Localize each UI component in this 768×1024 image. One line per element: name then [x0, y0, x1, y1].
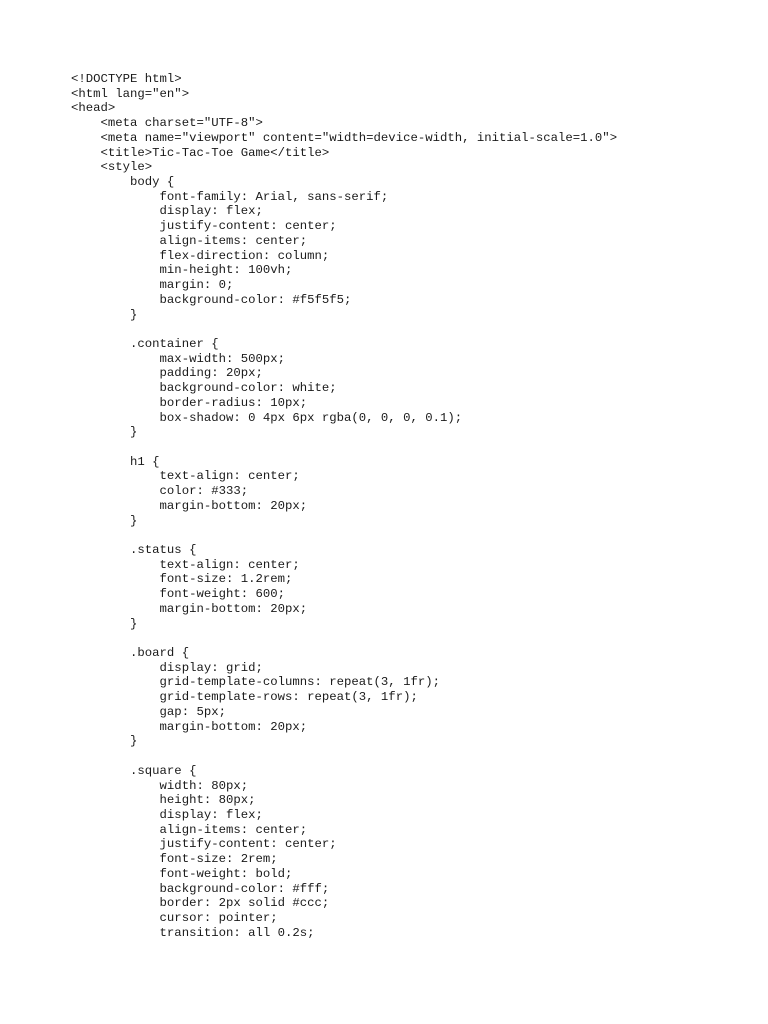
code-block: [71, 72, 617, 940]
code-line: <meta name="viewport" content="width=device-width, initial-scale=1.0">: [71, 130, 618, 145]
code-line: align-items: center;: [71, 822, 308, 837]
code-line: }: [71, 513, 138, 528]
code-line: }: [71, 734, 138, 749]
code-line: }: [71, 307, 138, 322]
code-line: font-weight: 600;: [71, 587, 286, 602]
code-line: h1 {: [71, 454, 160, 469]
code-line: border: 2px solid #ccc;: [71, 896, 330, 911]
code-line: background-color: #f5f5f5;: [71, 292, 352, 307]
code-line: min-height: 100vh;: [71, 263, 293, 278]
code-line: .status {: [71, 543, 197, 557]
code-line: body {: [71, 175, 175, 190]
code-line: grid-template-columns: repeat(3, 1fr);: [71, 675, 440, 690]
code-line: grid-template-rows: repeat(3, 1fr);: [71, 690, 418, 705]
code-line: <meta charset="UTF-8">: [71, 116, 263, 131]
code-line: gap: 5px;: [71, 704, 226, 719]
code-line: .container {: [71, 336, 219, 351]
code-line: max-width: 500px;: [71, 351, 286, 366]
code-line: width: 80px;: [71, 778, 249, 793]
code-line: margin: 0;: [71, 278, 234, 293]
code-line: height: 80px;: [71, 793, 256, 808]
code-line: <head>: [71, 101, 116, 116]
code-line: margin-bottom: 20px;: [71, 498, 308, 513]
code-line: font-family: Arial, sans-serif;: [71, 189, 389, 204]
code-line: cursor: pointer;: [71, 910, 278, 925]
code-line: display: flex;: [71, 204, 263, 219]
code-line: .square {: [71, 763, 197, 778]
code-line: <style>: [71, 160, 153, 175]
code-line: transition: all 0.2s;: [71, 925, 315, 940]
code-line: padding: 20px;: [71, 366, 263, 381]
code-line: font-weight: bold;: [71, 866, 293, 881]
code-line: [71, 322, 617, 337]
code-line: [71, 631, 617, 646]
code-line: [71, 528, 617, 543]
code-line: flex-direction: column;: [71, 248, 330, 263]
code-line: }: [71, 616, 138, 631]
code-line: border-radius: 10px;: [71, 395, 308, 410]
code-line: margin-bottom: 20px;: [71, 719, 308, 734]
code-line: margin-bottom: 20px;: [71, 601, 308, 616]
code-line: .board {: [71, 646, 190, 661]
code-line: justify-content: center;: [71, 219, 337, 234]
code-line: [71, 440, 617, 455]
code-line: font-size: 2rem;: [71, 852, 278, 867]
code-line: }: [71, 425, 138, 440]
code-line: box-shadow: 0 4px 6px rgba(0, 0, 0, 0.1);: [71, 410, 463, 425]
code-line: display: flex;: [71, 807, 263, 822]
code-line: font-size: 1.2rem;: [71, 572, 293, 587]
code-line: background-color: white;: [71, 381, 337, 396]
code-line: text-align: center;: [71, 557, 300, 572]
code-line: color: #333;: [71, 484, 249, 499]
code-line: <html lang="en">: [71, 86, 190, 101]
code-line: background-color: #fff;: [71, 881, 330, 896]
code-line: <title>Tic-Tac-Toe Game</title>: [71, 145, 330, 160]
code-line: [71, 749, 617, 764]
code-line: align-items: center;: [71, 233, 308, 248]
code-line: display: grid;: [71, 660, 263, 675]
code-line: text-align: center;: [71, 469, 300, 484]
code-line: justify-content: center;: [71, 837, 337, 852]
code-line: <!DOCTYPE html>: [71, 72, 182, 86]
